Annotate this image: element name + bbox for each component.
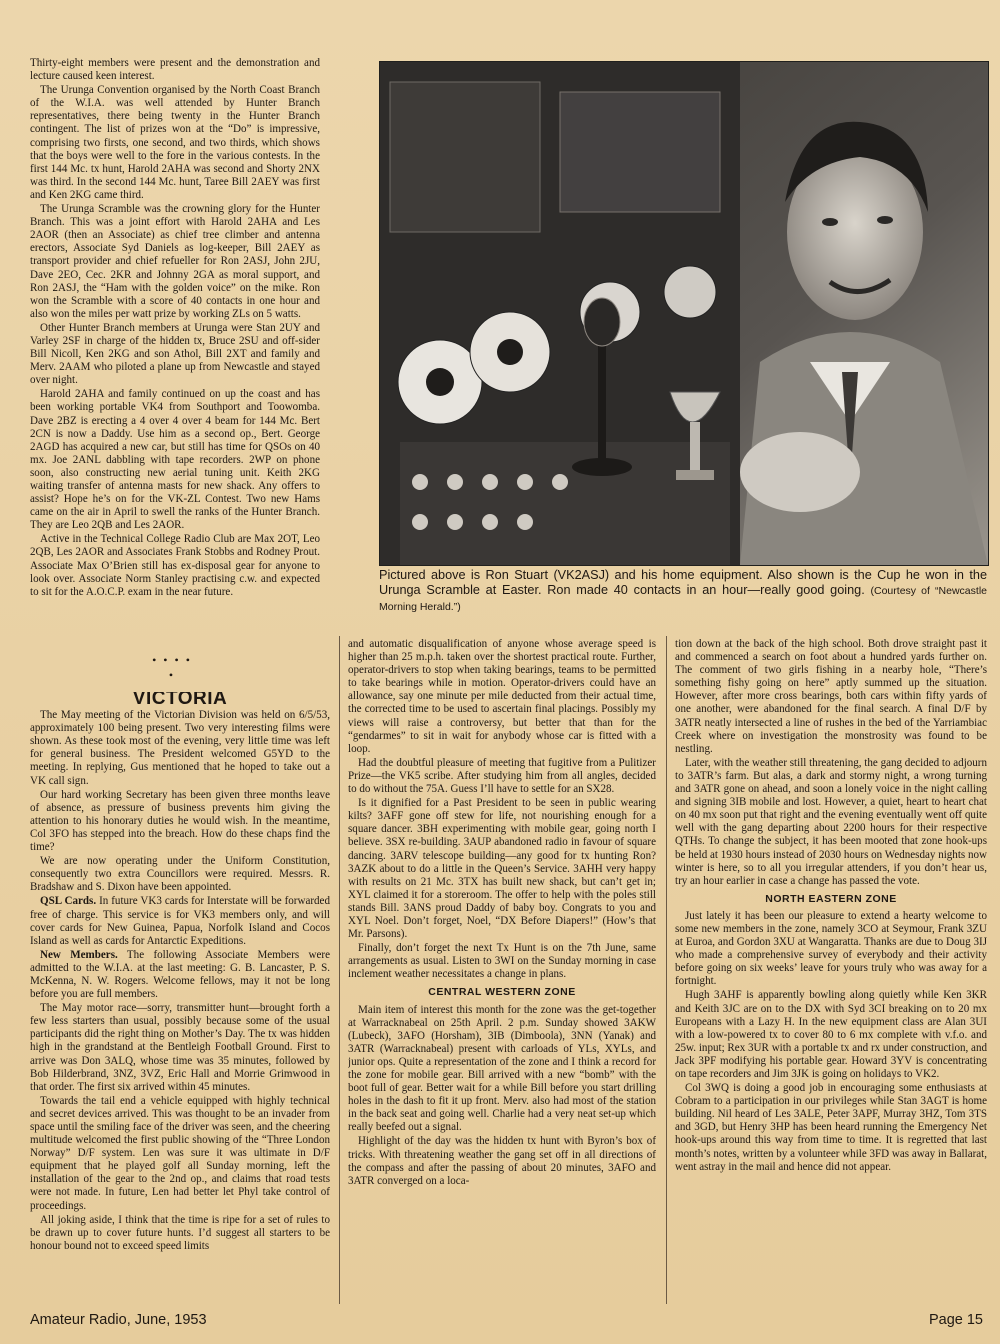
paragraph: Our hard working Secretary has been given three months leave of absence, as pressure of business prevents him giving the attention to his honorary duties he would wish. In the meantime, Col 3FO has stepped into the breach. How do these chaps find the time?	[30, 788, 330, 854]
paragraph: The Urunga Scramble was the crowning glory for the Hunter Branch. This was a joint effort with Harold 2AHA and Les 2AOR (then an Associate) as chief tree climber and antenna erectors, Associate Syd Daniels as log-keeper, Bill 2AEY as transport provider and chief refueller for Ron 2ASJ, John 2JU, Dave 2EO, Cec. 2KR and Johnny 2GA as moral support, and Ron 2ASJ, the “Ham with the golden voice” on the mike. Ron won the Scramble with a score of 40 contacts in one hour and also won the miles per watt prize by working ZLs on 5 watts.	[30, 203, 320, 320]
paragraph: Other Hunter Branch members at Urunga were Stan 2UY and Varley 2SF in charge of the hidden tx, Bruce 2SU and off-sider Bill Nicoll, Ken 2KG and son Athol, Bill 2XT and family and Merv. 2AAM who piloted a plane up from Newcastle and stayed over night.	[30, 321, 320, 387]
paragraph: Hugh 3AHF is apparently bowling along quietly while Ken 3KR and Keith 3JC are on to the DX with Syd 3CI breaking on to 20 mx Europeans with a Lazy H. In the new equipment class are Alan 3UI with a low-powered tx to cover 80 to 6 mx complete with v.f.o. and 25w. input; Rex 3UR with a portable tx and rx under construction, and Jack 3PF modifying his portable gear. Howard 3YV is concentrating on tape recorders and Jim 3JK is going on holidays to VK2.	[675, 989, 987, 1080]
paragraph: Highlight of the day was the hidden tx hunt with Byron’s box of tricks. With threatening weather the gang set off in all directions of the compass and after the passing of about 20 minutes, 3AFO and 3ATR converged on a loca-	[348, 1135, 656, 1187]
photo-caption	[379, 568, 987, 616]
article-column-2	[30, 692, 330, 1302]
section-heading-north-eastern: NORTH EASTERN ZONE	[765, 892, 897, 905]
paragraph: Had the doubtful pleasure of meeting that fugitive from a Pulitizer Prize—the VK5 scribe. After studying him from all angles, decided to do without the 75A. Guess I’ll have to settle for an SX28.	[348, 756, 656, 796]
paragraph: The May meeting of the Victorian Division was held on 6/5/53, approximately 100 being present. Two very interesting films were shown. As these took most of the evening, very little time was left for general business. The President welcomed G5YD to the meeting. In replying, Gus mentioned that he hoped to take out a VK call sign.	[30, 709, 330, 787]
paragraph: Col 3WQ is doing a good job in encouraging some enthusiasts at Cobram to a participation in our privileges while Stan 3AGT is home building. Nil heard of Les 3ALE, Peter 3APF, Murray 3HZ, Tom 3TS and 3GD, but Henry 3HP has been heard running the Emergency Net hook-ups around this way from time to time. It is regretted that last month’s notes, written by a volunteer while 3FD was away in Ballarat, went astray in the mail and hence did not appear.	[675, 1082, 987, 1173]
paragraph: All joking aside, I think that the time is ripe for a set of rules to be drawn up to cover future hunts. I’d suggest all starters to be honour bound not to exceed speed limits	[30, 1213, 330, 1252]
paragraph: Just lately it has been our pleasure to extend a hearty welcome to some new members in the zone, namely 3CO at Seymour, Frank 3ZU at Euroa, and Gordon 3XU at Wangaratta. Thanks are due to Doug 3IJ who made a comprehensive survey of everybody and their activity before going on six weeks’ leave for yours truly who was away for a fortnight.	[675, 909, 987, 988]
paragraph: Harold 2AHA and family continued on up the coast and has been working portable VK4 from Southport and Toowomba. Dave 2BZ is erecting a 4 over 4 over 4 beam for 144 Mc. Bert 2CN is now a Daddy. Use him as a second op., Bert. George 2AGD has acquired a new car, but still has time for QSOs on 40 mx. Joe 2ANL dabbling with tape recorders. 2WP on phone soon, also constructing new aerial tuning unit. Keith 2KG waiting transfer of antenna masts for new shack. Any offers to assist? Hope he’s on for the VK-ZL Contest. Two new Hams came on the air in April to swell the ranks of the Hunter Branch. They are Leo 2QB and Les 2AOR.	[30, 388, 320, 532]
article-column-3	[348, 638, 656, 1302]
qsl-lead: QSL Cards.	[40, 895, 97, 908]
paragraph: Finally, don’t forget the next Tx Hunt is on the 7th June, same arrangements as usual. Listen to 3WI on the Sunday morning in case inclement weather necessitates a change in plans.	[348, 942, 656, 981]
qsl-text: In future VK3 cards for Interstate will be forwarded free of charge. This service is for VK3 members only, and will cover cards for New Guinea, Papua, Norfolk Island and Cocos Island as well as cards for Antarctic Expeditions.	[30, 895, 330, 947]
photo-ron-stuart	[379, 61, 989, 566]
paragraph: Later, with the weather still threatening, the gang decided to adjourn to 3ATR’s farm. But alas, a dark and stormy night, a wrong turning and 3ATR gone on ahead, and soon a lonely voice in the night calling and signing 3IB mobile and lost. However, a quiet, heart to heart chat on 40 mx soon put that right and the evening eventually went off quite well with the gang departing about 2200 hours for their respective QTHs. To change the subject, it has been mooted that zone hook-ups be held at 1930 hours instead of 2030 hours on Wednesday nights now winter is here, so to all you irregular attenders, if you don’t hear us, try an hour earlier in case a change has passed the vote.	[675, 756, 987, 887]
article-column-4	[675, 638, 987, 1302]
paragraph: and automatic disqualification of anyone whose average speed is higher than 25 m.p.h. taken over the shortest practical route. Further, operator-drivers to stop when taking bearings, teams to be permitted to take bearings while in motion. Operator-drivers could have an allowance, say one minute per mile deducted from their actual time, the corrected time to be used to ascertain final placings. Possibly my views will raise a controversy, but better that than for the “gendarmes” to sit in wait for anybody whose car is fitted with a loop.	[348, 638, 656, 755]
paragraph: Main item of interest this month for the zone was the get-together at Warracknabeal on 25th April. 2 p.m. Sunday showed 3AKW (Lubeck), 3AFO (Horsham), 3IB (Dimboola), 3NN (Yanak) and 3ATR (Warracknabeal) present with carloads of YLs, XYLs, and junior ops. Quite a representation of the zone and I think a record for the zone for mobile gear. Bill arrived with a new “bomb” with the boot full of gear. Better wait for a while Bill before you start drilling holes in the dash to fit it up front. Merv. also had most of the station in the back seat and going well. Charlie had a very neat set-up which really beefed out a signal.	[348, 1003, 656, 1134]
paragraph: tion down at the back of the high school. Both drove straight past it and commenced a search on foot about a hundred yards further on. The comment of two girls fishing in a nearby hole, “There’s something fishy going on here” aptly summed up the situation. However, after more cross bearings, both cars within fifty yards of one another, were abandoned for the final search. A final D/F by 3ATR neatly intersected a line of rushes in the bed of the Yarriambiac Creek where on investigation the monstrosity was found to be nestling.	[675, 638, 987, 755]
paragraph: Towards the tail end a vehicle equipped with highly technical and secret devices arrived. This was thought to be an invader from space until the smiling face of the driver was seen, and the cheering multitude welcomed the first public showing of the “Three London Norway” D/F system. Len was sure it was ultimate in D/F equipment that he played golf all Sunday morning, left the installation of the gear to the 2nd op., and claims that road tests were not made. In future, Len had better let Phyl take control of proceedings.	[30, 1094, 330, 1212]
caption-credit: (Courtesy of “Newcastle Morning Herald.”)	[379, 585, 987, 614]
paragraph: The May motor race—sorry, transmitter hunt—brought forth a few less starters than usual, possibly because some of the usual participants did the right thing on Mother’s Day. The tx was hidden high in the grandstand at the Bentleigh Football Ground. First to arrive was Don 3ALQ, whose time was 35 minutes, followed by Bob Hilderbrand, 3NZ, 3VZ, Eric Hall and Morrie Grimwood in that order. The first six arrived within 45 minutes.	[30, 1002, 330, 1093]
section-heading-victoria: VICTORIA	[132, 692, 228, 709]
column-divider	[666, 636, 667, 1304]
paragraph: Active in the Technical College Radio Club are Max 2OT, Leo 2QB, Les 2AOR and Associates Frank Stobbs and Rodney Prout. Associate Max O’Brien still has ex-disposal gear for anyone to look over. Associate Norm Stanley practising c.w. and expected to sit for the A.O.C.P. exam in the near future.	[30, 533, 320, 598]
footer-publication: Amateur Radio, June, 1953	[30, 1312, 207, 1328]
footer-page-number: Page 15	[928, 1312, 983, 1328]
caption-text: Pictured above is Ron Stuart (VK2ASJ) and his home equipment. Also shown is the Cup he won in the Urunga Scramble at Easter. Ron made 40 contacts in an hour—really good going.	[379, 568, 987, 598]
article-column-1	[30, 57, 320, 657]
new-members-text: The following Associate Members were admitted to the W.I.A. at the last meeting: G. B. Lancaster, P. S. McKenna, N. W. Rogers. Welcome fellows, may it not be long before you are full members.	[30, 948, 330, 1001]
section-heading-central-western: CENTRAL WESTERN ZONE	[428, 986, 576, 999]
column-divider	[339, 636, 340, 1304]
paragraph: Is it dignified for a Past President to be seen in public wearing kilts? 3AFF gone off stew for life, not nourishing enough for a square dancer. 3BH experimenting with mobile gear, going north I believe. 3SX re-building. 3AUP abandoned radio in favour of square dancing. 3ARV telescope building—any good for tx hunting Ron? 3AZK about to do a little in the Queen’s Service. 3AHH very happy with results on 21 Mc. 3TX has built new shack, but can’t get in; XYL claimed it for a storeroom. The offer to help with the poles still stands Bill. 3ANS proud Daddy of baby boy. Congrats to you and XYL Noel. Don’t forget, Noel, “DX Before Diapers!” (How’s that Mr. Parsons).	[348, 797, 656, 941]
paragraph: We are now operating under the Uniform Constitution, consequently two extra Councillors were required. Messrs. R. Bradshaw and S. Dixon have been appointed.	[30, 855, 330, 894]
photo-illustration	[380, 62, 988, 565]
paragraph: The Urunga Convention organised by the North Coast Branch of the W.I.A. was well attended by Hunter Branch representatives, there being twenty in the Hunter Branch contingent. The list of prizes won at the “Do” is impressive, comprising two firsts, one second, and two thirds, which shows that the boys were well to the fore in the various contests. In the first 144 Mc. tx hunt, Harold 2AHA was second and Shorty 2NX was third. In the second 144 Mc. hunt, Taree Bill 2AEY was first and Ken 2KG came third.	[30, 84, 320, 201]
paragraph: Thirty-eight members were present and the demonstration and lecture caused keen interest.	[30, 57, 320, 83]
paragraph-new-members	[30, 949, 330, 1001]
section-divider-dots: • • • • •	[152, 653, 192, 682]
paragraph-qsl	[30, 895, 330, 947]
new-members-lead: New Members.	[40, 948, 118, 961]
